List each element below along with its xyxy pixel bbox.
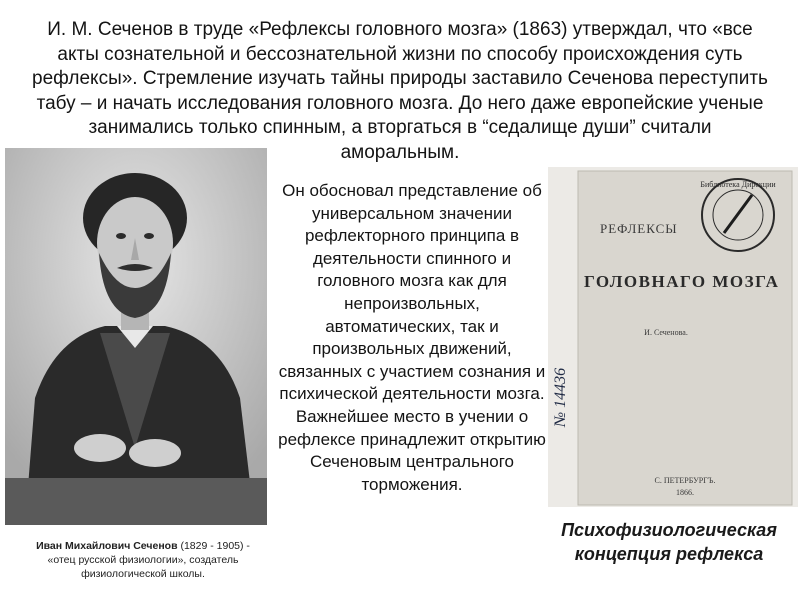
- reflex-principle-paragraph: Он обосновал представление об универсальном значении рефлекторного принципа в деятельности спинного и головного мозга как для непроизвольных, автоматических, так и произвольных движений, связанных с участием сознания и психической деятельности мозга. Важнейшее место в учении о рефлексе принадлежит открытию Сеченовым центрального торможения.: [278, 181, 546, 494]
- portrait-caption: [8, 539, 278, 581]
- caption-line-2: «отец русской физиологии», создатель: [47, 554, 239, 566]
- caption-line-3: физиологической школы.: [81, 568, 205, 580]
- book-author: И. Сеченова.: [644, 328, 688, 337]
- book-title-line-2: ГОЛОВНАГО МОЗГА: [584, 272, 780, 291]
- caption-years: (1829 - 1905) -: [177, 540, 250, 552]
- sechenov-portrait-photo: [5, 148, 267, 525]
- stamp-text: Библиотека Дирекции: [700, 180, 776, 189]
- caption-line-1: [8, 539, 278, 553]
- handwritten-number: № 14436: [552, 367, 569, 427]
- book-cover-illustration: [548, 167, 798, 507]
- portrait-illustration: [5, 148, 267, 525]
- book-cover-image: [548, 167, 798, 507]
- intro-paragraph: И. М. Сеченов в труде «Рефлексы головного мозга» (1863) утверждал, что «все акты сознательной и бессознательной жизни по способу происхождения суть рефлексы». Стремление изучать тайны природы заставило Сеченова переступить табу – и начать исследования головного мозга. До него даже европейские ученые занимались только спинным, а вторгаться в “седалище души” считали аморальным.: [32, 19, 768, 163]
- book-city: С. ПЕТЕРБУРГЪ.: [654, 476, 716, 485]
- book-title-line-1: РЕФЛЕКСЫ: [600, 221, 678, 236]
- book-label: Психофизиологическая концепция рефлекса: [561, 520, 777, 564]
- caption-name: Иван Михайлович Сеченов: [36, 540, 178, 552]
- book-year: 1866.: [676, 488, 694, 497]
